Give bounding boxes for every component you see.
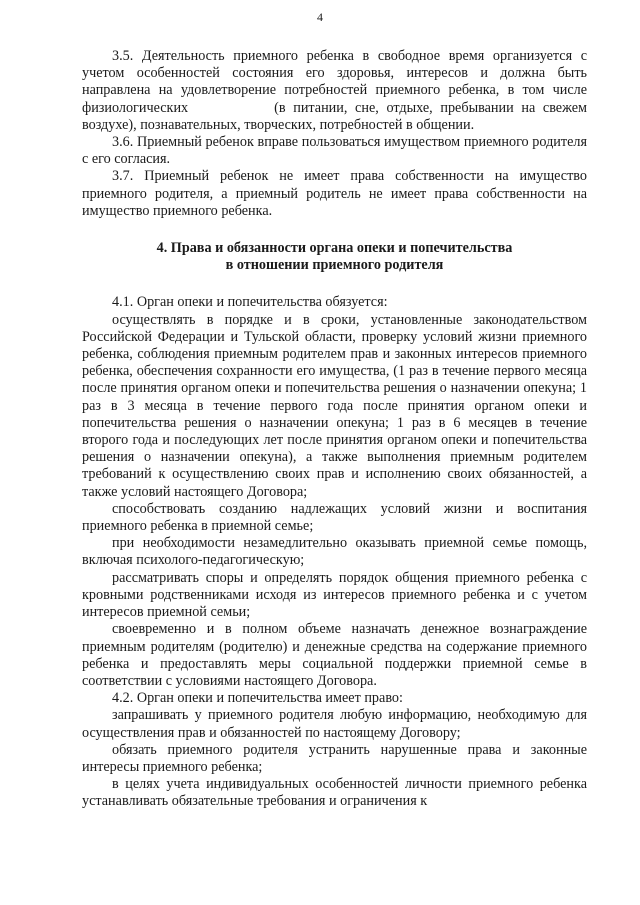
page-number: 4 (317, 10, 323, 24)
paragraph-4-1-item: при необходимости незамедлительно оказывать приемной семье помощь, включая психолого-педагогическую; (82, 535, 587, 569)
paragraph-3-6: 3.6. Приемный ребенок вправе пользоваться имуществом приемного родителя с его согласия. (82, 134, 587, 168)
paragraph-3-7: 3.7. Приемный ребенок не имеет права собственности на имущество приемного родителя, а приемный родитель не имеет права собственности на имущество приемного ребенка. (82, 168, 587, 219)
paragraph-4-2-item: обязать приемного родителя устранить нарушенные права и законные интересы приемного ребенка; (82, 741, 587, 775)
section-4-heading-line2: в отношении приемного родителя (225, 257, 444, 274)
paragraph-3-5-part1: 3.5. Деятельность приемного ребенка в свободное время организуется с учетом особенностей состояния его здоровья, интересов и должна быть направлена на удовлетворение потребностей приемного ребенка, в том числе физиологических (82, 48, 587, 116)
paragraph-4-2-item: в целях учета индивидуальных особенностей личности приемного ребенка устанавливать обязательные требования и ограничения к (82, 776, 587, 810)
paragraph-3-5-part2: (в питании, сне, отдыхе, пребывании на свежем воздухе), познавательных, творческих, потребностей в общении. (82, 99, 587, 133)
section-4-heading (82, 240, 587, 274)
paragraph-4-2-item: запрашивать у приемного родителя любую информацию, необходимую для осуществления прав и обязанностей по настоящему Договору; (82, 707, 587, 741)
paragraph-4-2: 4.2. Орган опеки и попечительства имеет право: (112, 690, 403, 707)
paragraph-4-1-item: рассматривать споры и определять порядок общения приемного ребенка с кровными родственниками исходя из интересов приемного ребенка и с учетом интересов приемной семьи; (82, 569, 587, 621)
paragraph-4-1-item: способствовать созданию надлежащих условий жизни и воспитания приемного ребенка в приемной семье; (82, 500, 587, 535)
paragraph-4-1-item: осуществлять в порядке и в сроки, установленные законодательством Российской Федерации и Тульской области, проверку условий жизни приемного ребенка, соблюдения приемным родителем прав и законных интересов приемного ребенка, обеспечения сохранности его имущества, (1 раз в течение первого месяца после принятия органом опеки и попечительства решения о назначении опекуна; 1 раз в 3 месяца в течение первого года после принятия органом опеки и попечительства решения о назначении опекуна; 1 раз в 6 месяцев в течение второго года и последующих лет после принятия органом опеки и попечительства решения о назначении опекуна), а также выполнения приемным родителем требований к осуществлению своих прав и исполнению своих обязанностей, а также условий настоящего Договора; (82, 311, 587, 500)
document-body (82, 48, 587, 811)
section-4-heading-line1: 4. Права и обязанности органа опеки и попечительства (156, 240, 513, 257)
paragraph-4-1: 4.1. Орган опеки и попечительства обязуется: (112, 294, 388, 311)
paragraph-4-1-item: своевременно и в полном объеме назначать денежное вознаграждение приемным родителям (родителю) и денежные средства на содержание приемного ребенка и предоставлять меры социальной поддержки приемной семье в соответствии с условиями настоящего Договора. (82, 621, 587, 689)
paragraph-3-5 (82, 48, 587, 134)
